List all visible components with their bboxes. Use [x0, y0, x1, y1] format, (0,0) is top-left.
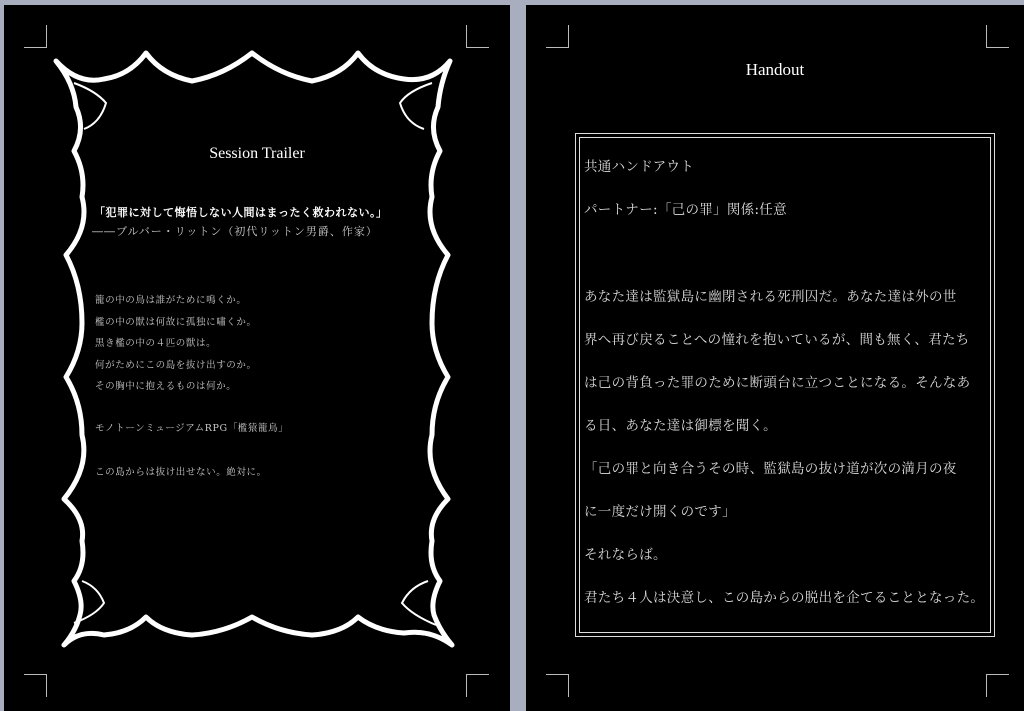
poem-line: 籠の中の鳥は誰がために鳴くか。 — [95, 295, 247, 306]
ornamental-frame — [4, 5, 510, 711]
trailer-quote: 「犯罪に対して悔悟しない人間はまったく救われない。」 — [94, 206, 388, 219]
crop-mark-top-right — [986, 25, 1009, 48]
handout-body-line: 君たち４人は決意し、この島からの脱出を企てることとなった。 — [584, 590, 985, 606]
quote-attribution: ――ブルバー・リットン（初代リットン男爵、作家） — [92, 225, 378, 238]
crop-mark-bottom-left — [546, 674, 569, 697]
handout-body-line: それならば。 — [584, 547, 667, 563]
handout-body-line: 「己の罪と向き合うその時、監獄島の抜け道が次の満月の夜 — [584, 461, 957, 477]
ornamental-frame-inner-top-right — [400, 83, 432, 129]
handout-body-line: あなた達は監獄島に幽閉される死刑囚だ。あなた達は外の世 — [584, 289, 957, 305]
closing-line: この島からは抜け出せない。絶対に。 — [95, 467, 267, 478]
handout-body-line: に一度だけ開くのです」 — [584, 504, 736, 520]
handout-title: Handout — [745, 60, 805, 79]
poem-line: 何がためにこの島を抜け出すのか。 — [95, 359, 257, 371]
trailer-poem — [95, 290, 257, 398]
handout-body-line: 界へ再び戻ることへの憧れを抱いているが、間も無く、君たち — [584, 332, 970, 348]
crop-mark-bottom-right — [986, 674, 1009, 697]
crop-mark-top-left — [546, 25, 569, 48]
handout-partner: パートナー:「己の罪」関係:任意 — [584, 202, 787, 218]
poem-line: その胸中に抱えるものは何か。 — [95, 381, 237, 392]
handout-heading: 共通ハンドアウト — [584, 159, 694, 175]
handout-body-line: は己の背負った罪のために断頭台に立つことになる。そんなあ — [584, 375, 971, 391]
handout-body-line: る日、あなた達は御標を聞く。 — [584, 418, 777, 434]
poem-line: 黒き檻の中の４匹の獣は。 — [95, 338, 217, 349]
game-title-line: モノトーンミュージアムRPG「檻猿籠鳥」 — [95, 423, 289, 434]
poem-line: 檻の中の獣は何故に孤独に嘯くか。 — [95, 316, 257, 328]
page-right — [526, 5, 1024, 711]
trailer-title: Session Trailer — [209, 145, 305, 162]
page-left — [4, 5, 510, 711]
